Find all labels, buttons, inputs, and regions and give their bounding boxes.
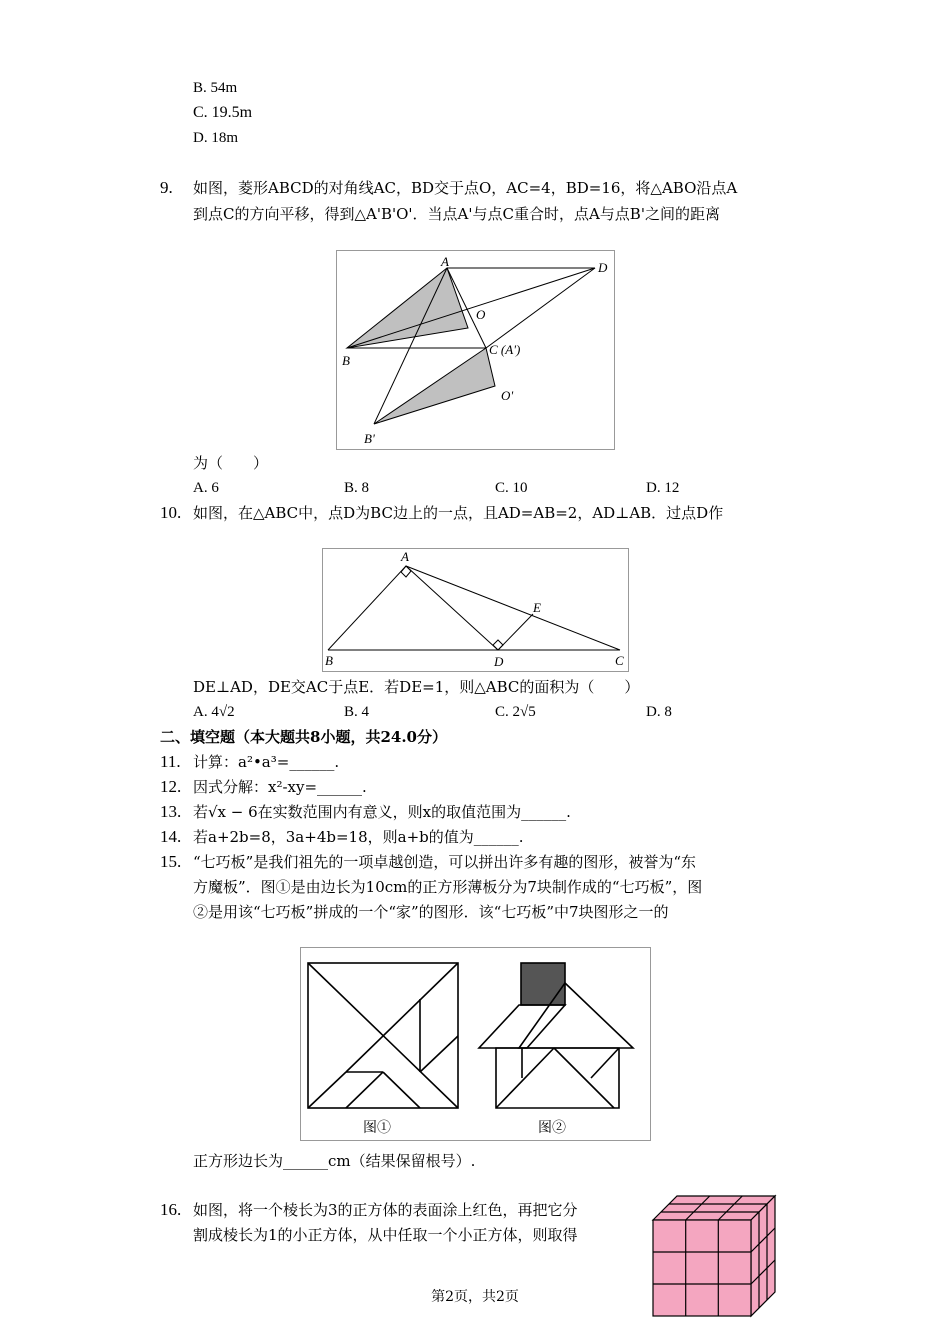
tangram-diagram: [301, 948, 650, 1140]
rhombus-translation-diagram: [337, 251, 614, 449]
triangle-abo-shaded: [347, 268, 468, 348]
q14-number: 14.: [160, 827, 182, 846]
edge-dc: [486, 268, 595, 348]
label-figure-2: 图②: [538, 1120, 566, 1136]
q10-number: 10.: [160, 503, 182, 522]
tangram-house: [479, 963, 633, 1108]
q10-option-a: A. 4√2: [193, 704, 235, 720]
q9-option-b: B. 8: [344, 480, 370, 496]
q16-line1: 如图，将一个棱长为3的正方体的表面涂上红色，再把它分: [193, 1201, 578, 1219]
diagonal-bd: [347, 268, 595, 348]
label-b: B: [342, 353, 350, 368]
label-e: E: [533, 600, 541, 615]
q8-option-d: D. 18m: [193, 130, 238, 146]
edge-ab: [328, 566, 406, 650]
q13-text: 若√x − 6在实数范围内有意义，则x的取值范围为______.: [193, 803, 571, 821]
label-a: A: [441, 254, 449, 269]
q9-number: 9.: [160, 178, 173, 197]
triangle-abc-diagram: [323, 549, 628, 671]
q16-number: 16.: [160, 1200, 182, 1219]
label-c: C: [615, 653, 624, 668]
section-heading-fill-in: 二、填空题（本大题共8小题，共24.0分）: [160, 728, 447, 746]
right-angle-mark-d: [493, 640, 503, 650]
q9-line1: 如图，菱形ABCD的对角线AC，BD交于点O，AC=4，BD=16，将△ABO沿点A: [193, 179, 738, 197]
q10-option-c: C. 2√5: [495, 704, 536, 720]
q10-option-b: B. 4: [344, 704, 370, 720]
edge-ac: [406, 566, 620, 650]
q11-number: 11.: [160, 752, 181, 771]
q10-line2: DE⊥AD，DE交AC于点E．若DE=1，则△ABC的面积为（ ）: [193, 678, 640, 696]
q9-figure: [336, 250, 615, 450]
q9-option-d: D. 12: [646, 480, 680, 496]
segment-ad: [406, 566, 498, 650]
q16-line2: 割成棱长为1的小正方体，从中任取一个小正方体，则取得: [193, 1226, 578, 1244]
q12-text: 因式分解：x²-xy=______.: [193, 778, 367, 796]
label-a: A: [401, 549, 409, 564]
q15-number: 15.: [160, 852, 182, 871]
label-d: D: [494, 654, 504, 669]
q15-line4: 正方形边长为______cm（结果保留根号）.: [193, 1152, 476, 1170]
q15-figure: [300, 947, 651, 1141]
q8-option-c: C. 19.5m: [193, 104, 253, 121]
tangram-square: [308, 963, 458, 1108]
q10-option-d: D. 8: [646, 704, 672, 720]
q12-number: 12.: [160, 777, 182, 796]
q14-text: 若a+2b=8，3a+4b=18，则a+b的值为______.: [193, 828, 524, 846]
label-o: O: [476, 307, 486, 322]
page-footer: 第2页，共2页: [431, 1289, 519, 1305]
q9-option-c: C. 10: [495, 480, 528, 496]
q8-option-b: B. 54m: [193, 80, 238, 96]
label-b: B: [325, 653, 333, 668]
q9-line3: 为（ ）: [193, 454, 269, 472]
q15-line1: “七巧板”是我们祖先的一项卓越创造，可以拼出许多有趣的图形，被誉为“东: [193, 853, 697, 871]
label-c-a-prime: C (A'): [489, 342, 521, 357]
q10-figure: [322, 548, 629, 672]
q15-line3: ②是用该“七巧板”拼成的一个“家”的图形．该“七巧板”中7块图形之一的: [193, 903, 669, 921]
q9-line2: 到点C的方向平移，得到△A'B'O'．当点A'与点C重合时，点A与点B'之间的距离: [193, 205, 720, 223]
label-o-prime: O': [501, 388, 514, 403]
q9-option-a: A. 6: [193, 480, 219, 496]
q11-text: 计算：a²•a³=______.: [193, 753, 340, 771]
label-b-prime: B': [364, 431, 375, 446]
label-figure-1: 图①: [363, 1120, 391, 1136]
q15-line2: 方魔板”．图①是由边长为10cm的正方形薄板分为7块制作成的“七巧板”，图: [193, 878, 703, 896]
q13-number: 13.: [160, 802, 182, 821]
label-d: D: [598, 260, 608, 275]
q10-line1: 如图，在△ABC中，点D为BC边上的一点，且AD=AB=2，AD⊥AB．过点D作: [193, 504, 724, 522]
